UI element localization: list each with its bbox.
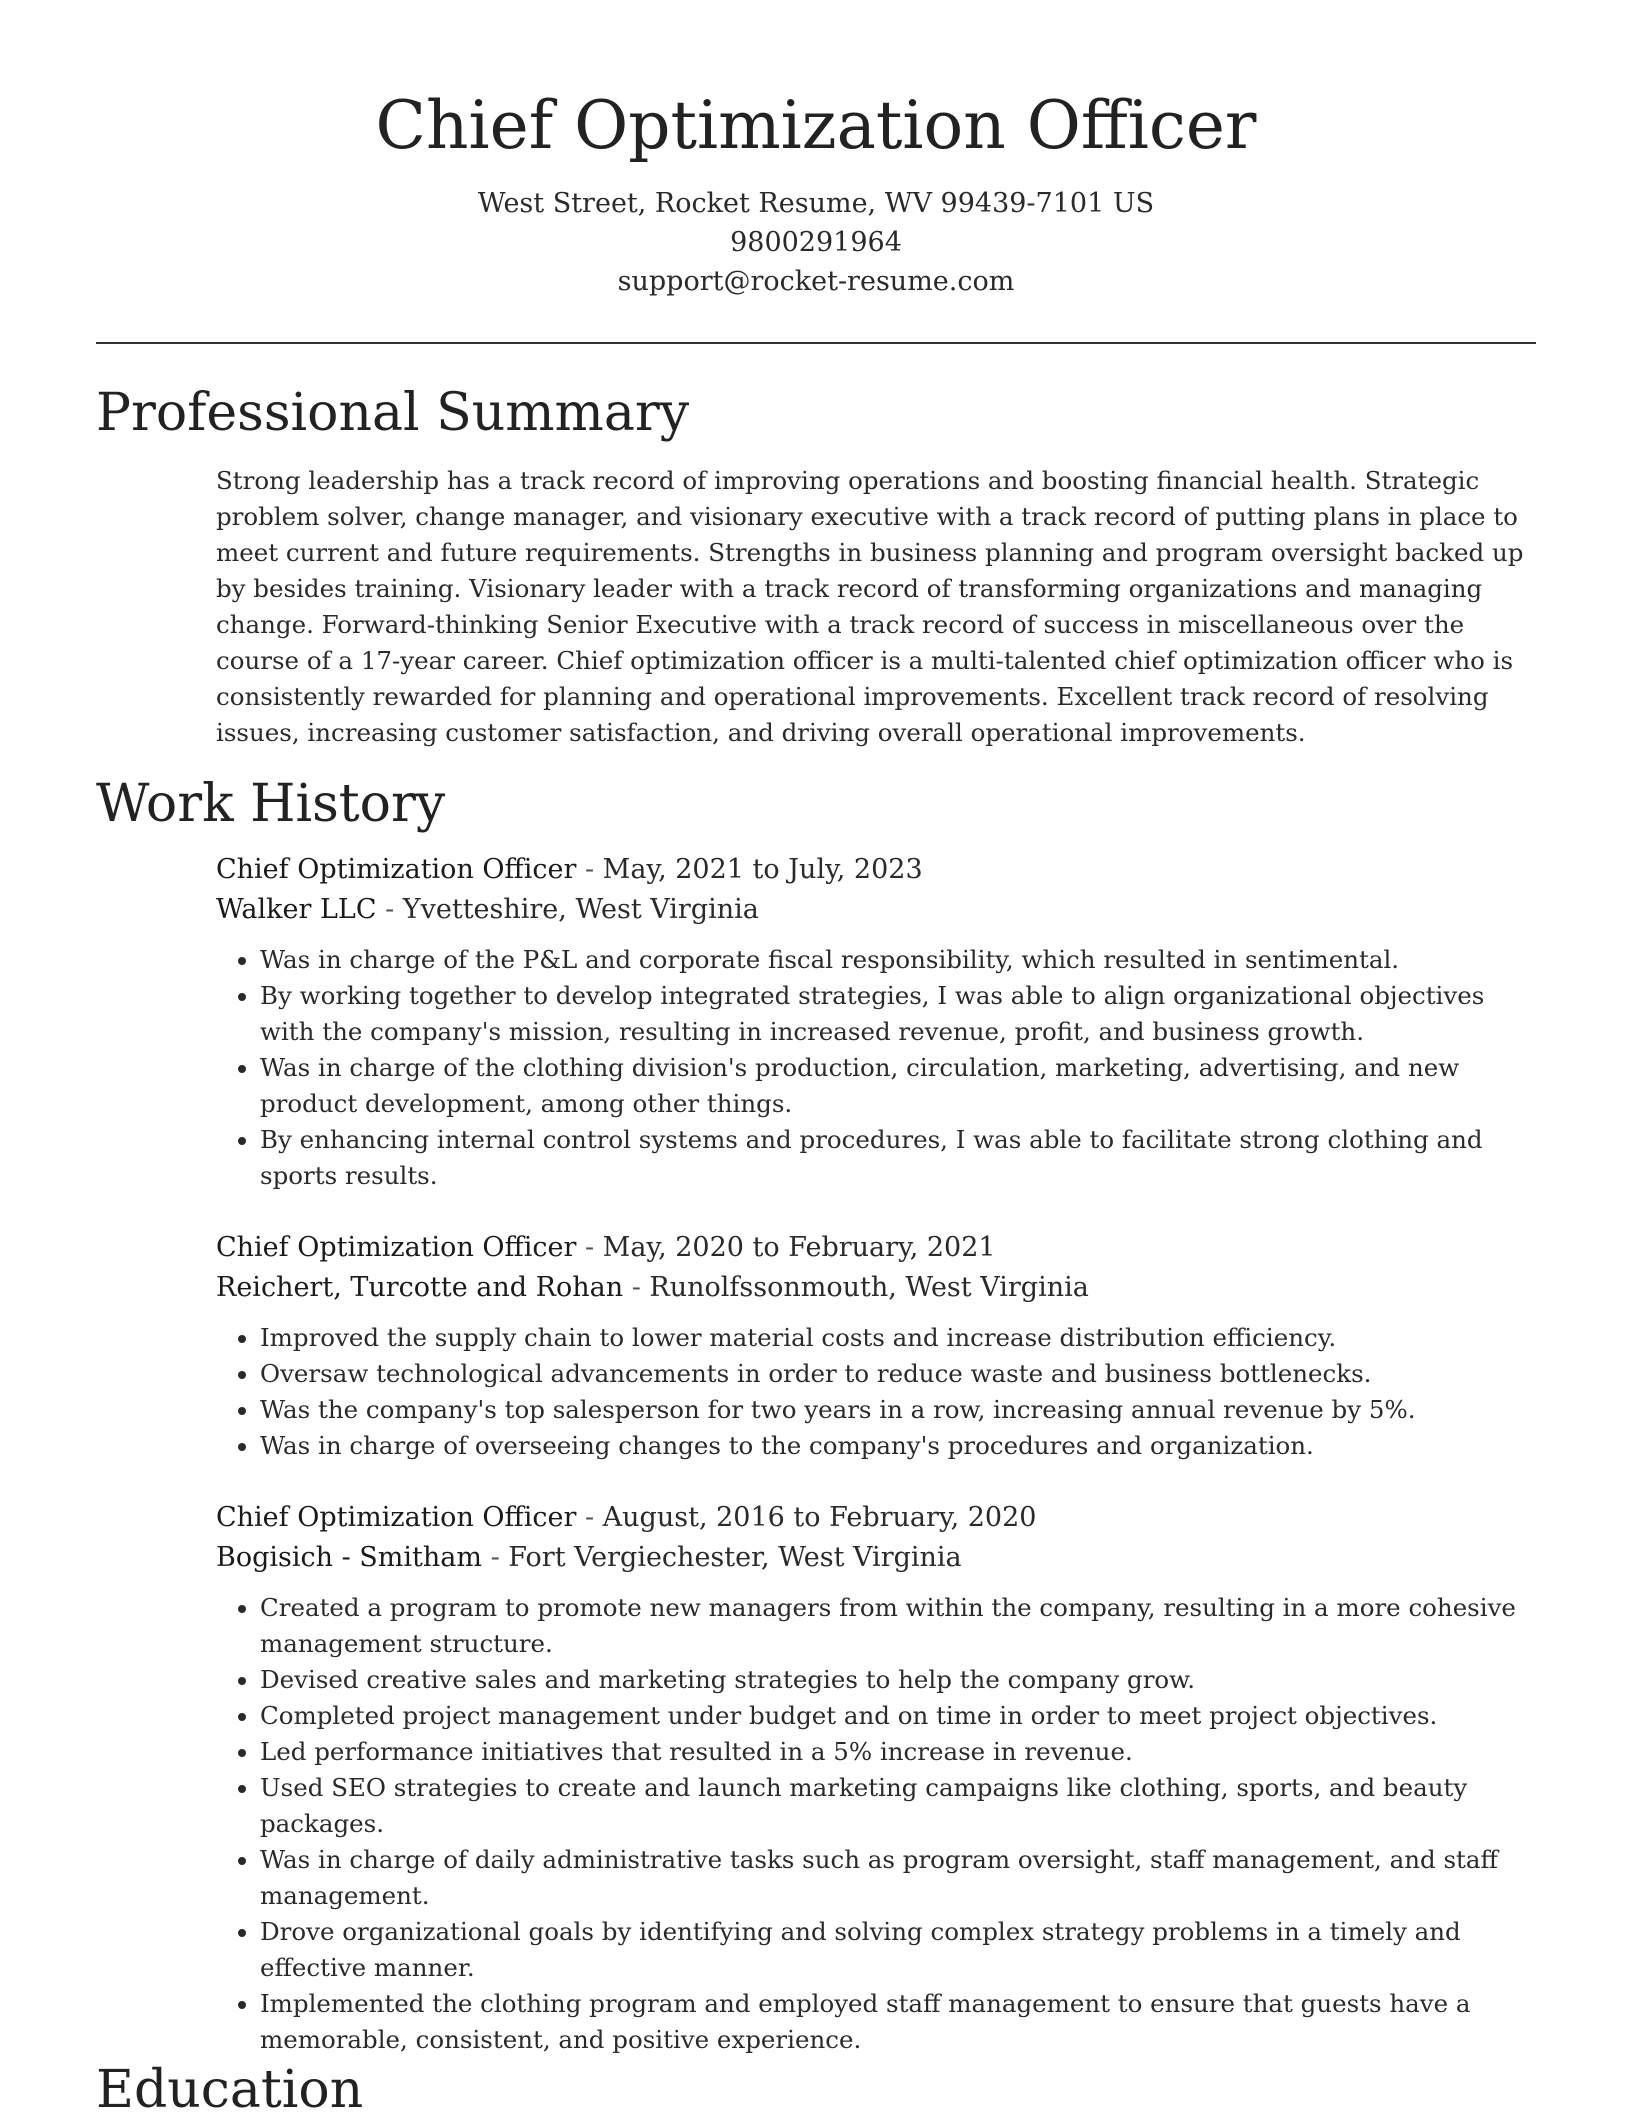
job-role: Chief Optimization Officer <box>216 1502 577 1533</box>
contact-phone: 9800291964 <box>730 227 902 258</box>
job-dates: May, 2021 to July, 2023 <box>602 854 923 885</box>
job-entry <box>216 850 1542 1194</box>
job-bullets <box>216 1320 1542 1464</box>
separator: - <box>623 1272 650 1303</box>
job-bullet: • Improved the supply chain to lower material costs and increase distribution efficiency. <box>260 1320 1542 1356</box>
job-bullets <box>216 1590 1542 2058</box>
job-company: Bogisich - Smitham <box>216 1542 482 1573</box>
job-bullet: • Oversaw technological advancements in order to reduce waste and business bottlenecks. <box>260 1356 1542 1392</box>
job-bullet: • Was in charge of overseeing changes to the company's procedures and organization. <box>260 1428 1542 1464</box>
job-bullet: • Implemented the clothing program and employed staff management to ensure that guests have a memorable, consistent, and positive experience. <box>260 1986 1542 2058</box>
job-company: Walker LLC <box>216 894 377 925</box>
contact-email: support@rocket-resume.com <box>617 266 1015 297</box>
contact-block <box>0 184 1632 301</box>
summary-text: Strong leadership has a track record of improving operations and boosting financial health. Strategic problem solver, change manager, and visionary executive with a track record of putting plans in place to meet current and future requirements. Strengths in business planning and program oversight backed up by besides training. Visionary leader with a track record of transforming organizations and managing change. Forward-thinking Senior Executive with a track record of success in miscellaneous over the course of a 17-year career. Chief optimization officer is a multi-talented chief optimization officer who is consistently rewarded for planning and operational improvements. Excellent track record of resolving issues, increasing customer satisfaction, and driving overall operational improvements. <box>216 466 1524 747</box>
separator: - <box>481 1542 509 1573</box>
candidate-title: Chief Optimization Officer <box>375 87 1257 164</box>
job-role: Chief Optimization Officer <box>216 854 577 885</box>
job-location: Runolfssonmouth, West Virginia <box>649 1272 1089 1303</box>
separator: - <box>576 1502 603 1533</box>
contact-address: West Street, Rocket Resume, WV 99439-7101 US <box>477 188 1155 219</box>
job-location: Yvetteshire, West Virginia <box>402 894 759 925</box>
job-entry <box>216 1228 1542 1464</box>
job-bullet: • Devised creative sales and marketing strategies to help the company grow. <box>260 1662 1542 1698</box>
summary-heading: Professional Summary <box>96 383 690 443</box>
job-title-line <box>216 1498 1542 1538</box>
job-bullet: • Created a program to promote new managers from within the company, resulting in a more cohesive management structure. <box>260 1590 1542 1662</box>
job-bullet: • Was in charge of daily administrative tasks such as program oversight, staff management, and staff management. <box>260 1842 1542 1914</box>
header-divider <box>96 342 1536 344</box>
job-bullet: • By enhancing internal control systems and procedures, I was able to facilitate strong clothing and sports results. <box>260 1122 1542 1194</box>
job-title-line <box>216 850 1542 890</box>
job-bullet: • Led performance initiatives that resulted in a 5% increase in revenue. <box>260 1734 1542 1770</box>
job-role: Chief Optimization Officer <box>216 1232 577 1263</box>
job-bullet: • By working together to develop integrated strategies, I was able to align organizational objectives with the company's mission, resulting in increased revenue, profit, and business growth. <box>260 978 1542 1050</box>
job-company: Reichert, Turcotte and Rohan <box>216 1272 624 1303</box>
education-heading: Education <box>96 2060 364 2120</box>
job-bullet: • Was in charge of the P&L and corporate fiscal responsibility, which resulted in sentimental. <box>260 942 1542 978</box>
job-company-line <box>216 1268 1542 1308</box>
job-bullet: • Used SEO strategies to create and launch marketing campaigns like clothing, sports, and beauty packages. <box>260 1770 1542 1842</box>
job-dates: May, 2020 to February, 2021 <box>602 1232 996 1263</box>
job-company-line <box>216 890 1542 930</box>
job-bullet: • Was in charge of the clothing division's production, circulation, marketing, advertising, and new product development, among other things. <box>260 1050 1542 1122</box>
resume-header <box>0 86 1632 301</box>
separator: - <box>376 894 403 925</box>
job-bullets <box>216 942 1542 1194</box>
job-bullet: • Was the company's top salesperson for two years in a row, increasing annual revenue by 5%. <box>260 1392 1542 1428</box>
job-bullet: • Drove organizational goals by identifying and solving complex strategy problems in a timely and effective manner. <box>260 1914 1542 1986</box>
separator: - <box>576 1232 603 1263</box>
job-company-line <box>216 1538 1542 1578</box>
job-title-line <box>216 1228 1542 1268</box>
job-location: Fort Vergiechester, West Virginia <box>508 1542 962 1573</box>
job-entry <box>216 1498 1542 2058</box>
job-dates: August, 2016 to February, 2020 <box>602 1502 1037 1533</box>
separator: - <box>576 854 603 885</box>
work-history-heading: Work History <box>96 774 446 834</box>
job-bullet: • Completed project management under budget and on time in order to meet project objectives. <box>260 1698 1542 1734</box>
